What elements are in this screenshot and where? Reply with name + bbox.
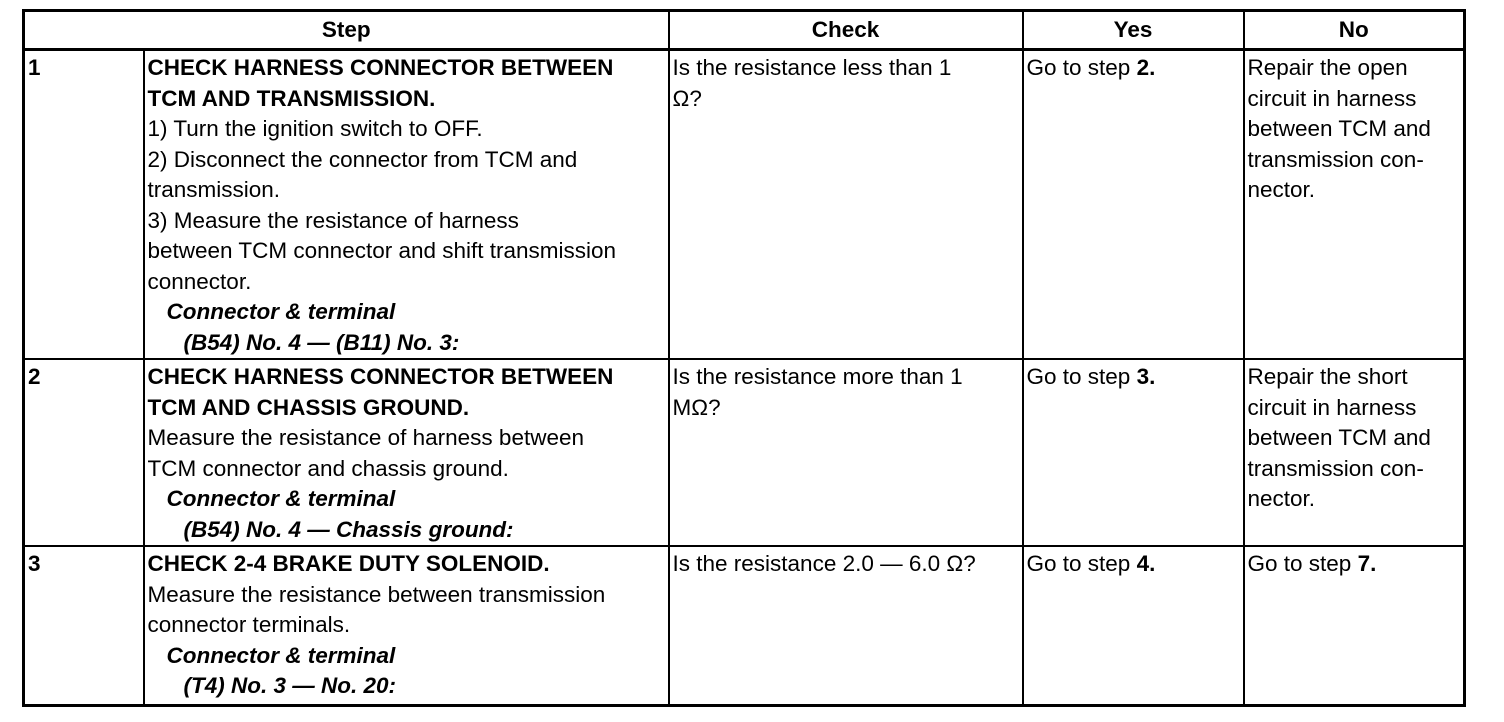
step-title: TCM AND CHASSIS GROUND. (147, 394, 470, 420)
step-title: CHECK HARNESS CONNECTOR BETWEEN (147, 364, 614, 389)
no-text: nector. (1247, 486, 1316, 511)
yes-cell (1023, 546, 1244, 706)
step-title: CHECK HARNESS CONNECTOR BETWEEN (147, 55, 614, 80)
step-text: 3) Measure the resistance of harness (147, 207, 519, 233)
connector-value: (B54) No. 4 — Chassis ground: (183, 516, 514, 542)
step-title: CHECK 2-4 BRAKE DUTY SOLENOID. (147, 551, 550, 576)
table-row (24, 50, 1465, 360)
yes-step: 2. (1136, 55, 1156, 80)
no-step: 7. (1357, 551, 1377, 576)
step-description (144, 359, 669, 546)
check-text: Is the resistance 2.0 — 6.0 Ω? (672, 551, 976, 576)
connector-label: Connector & terminal (166, 299, 396, 324)
no-text: transmission con- (1247, 146, 1424, 172)
connector-label: Connector & terminal (166, 642, 396, 668)
step-text: 1) Turn the ignition switch to OFF. (147, 116, 483, 141)
check-cell (669, 359, 1023, 546)
no-cell (1244, 546, 1465, 706)
check-text: Is the resistance less than 1 (672, 55, 952, 80)
yes-step: 4. (1136, 551, 1156, 576)
step-text: between TCM connector and shift transmission (147, 238, 617, 263)
step-number: 1 (24, 50, 144, 360)
connector-label: Connector & terminal (166, 486, 396, 511)
yes-text: Go to step (1026, 55, 1137, 80)
header-row (24, 11, 1465, 50)
no-text: Repair the short (1247, 364, 1408, 389)
check-text: MΩ? (672, 394, 721, 420)
no-text: Repair the open (1247, 55, 1408, 80)
check-cell (669, 546, 1023, 706)
header-step: Step (24, 11, 669, 50)
yes-text: Go to step (1026, 551, 1137, 576)
step-text: TCM connector and chassis ground. (147, 455, 509, 481)
step-text: Measure the resistance between transmission (147, 581, 606, 607)
step-description (144, 50, 669, 360)
no-text: circuit in harness (1247, 85, 1417, 111)
no-text: between TCM and (1247, 116, 1431, 141)
step-text: Measure the resistance of harness between (147, 425, 584, 450)
no-text: nector. (1247, 177, 1316, 202)
step-text: transmission. (147, 177, 281, 202)
table-row (24, 359, 1465, 546)
step-text: connector terminals. (147, 612, 351, 637)
connector-value: (T4) No. 3 — No. 20: (183, 673, 397, 698)
no-text: transmission con- (1247, 455, 1424, 481)
no-text: circuit in harness (1247, 394, 1417, 420)
check-cell (669, 50, 1023, 360)
step-description (144, 546, 669, 706)
step-number: 3 (24, 546, 144, 706)
check-text: Ω? (672, 85, 702, 111)
yes-text: Go to step (1026, 364, 1137, 389)
connector-value: (B54) No. 4 — (B11) No. 3: (183, 329, 460, 355)
table-row (24, 546, 1465, 706)
header-check: Check (669, 11, 1023, 50)
header-no: No (1244, 11, 1465, 50)
yes-step: 3. (1136, 364, 1156, 389)
yes-cell (1023, 359, 1244, 546)
yes-cell (1023, 50, 1244, 360)
step-text: 2) Disconnect the connector from TCM and (147, 146, 578, 172)
header-yes: Yes (1023, 11, 1244, 50)
step-text: connector. (147, 268, 252, 294)
no-text: between TCM and (1247, 425, 1431, 450)
no-cell (1244, 359, 1465, 546)
step-title: TCM AND TRANSMISSION. (147, 85, 436, 111)
no-cell (1244, 50, 1465, 360)
diagnostic-table (22, 9, 1466, 707)
check-text: Is the resistance more than 1 (672, 364, 963, 389)
step-number: 2 (24, 359, 144, 546)
no-text: Go to step (1247, 551, 1358, 576)
